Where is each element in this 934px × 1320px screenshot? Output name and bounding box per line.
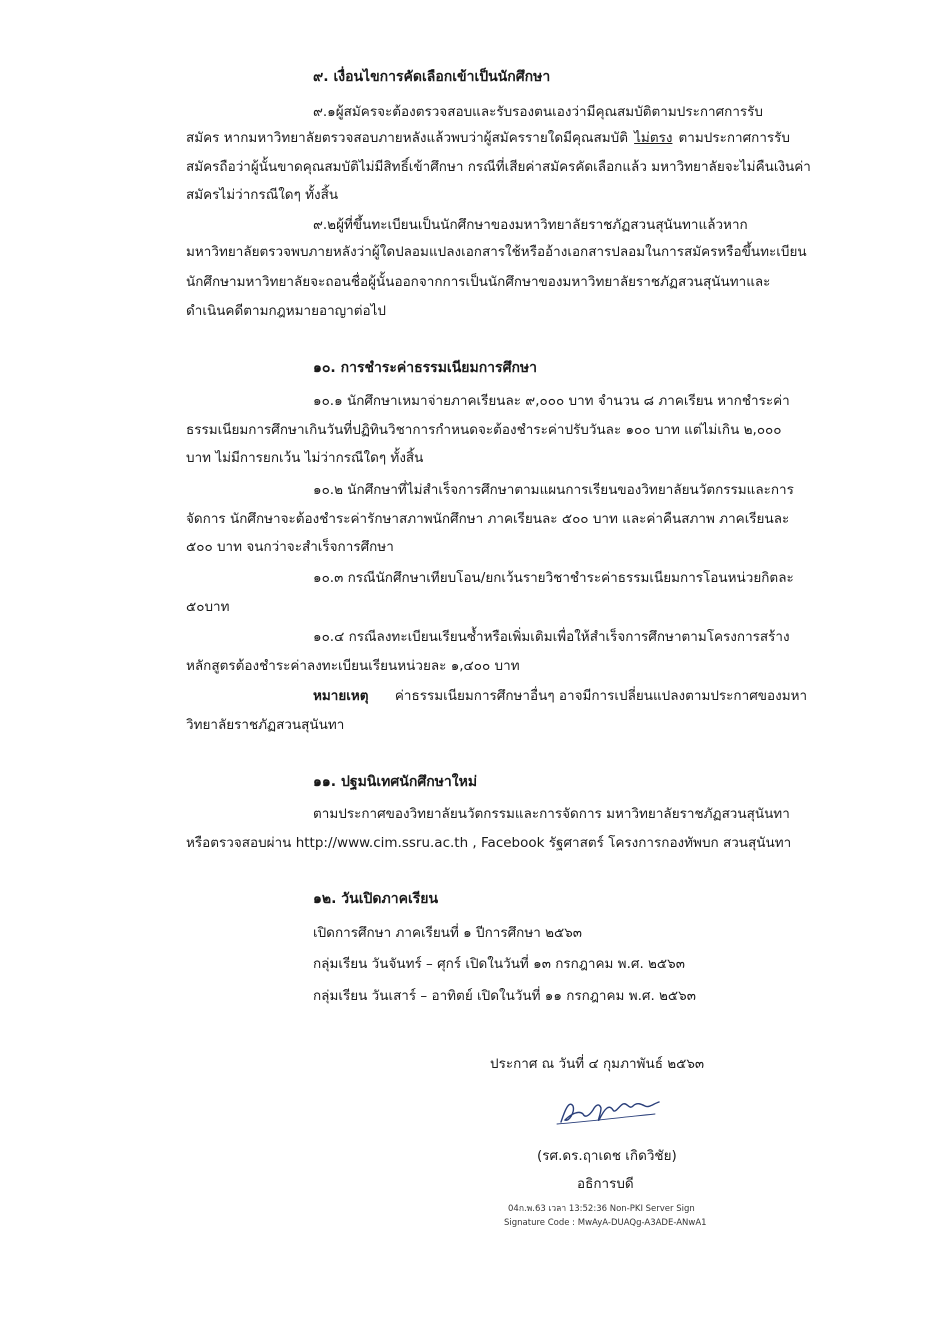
sec9-p1-line1: ๙.๑ผู้สมัครจะต้องตรวจสอบและรับรองตนเองว่ามีคุณสมบัติตามประกาศการรับ bbox=[313, 104, 763, 120]
signature-image bbox=[555, 1092, 665, 1132]
sec12-line3: กลุ่มเรียน วันเสาร์ – อาทิตย์ เปิดในวันที่ ๑๑ กรกฎาคม พ.ศ. ๒๕๖๓ bbox=[313, 988, 696, 1004]
sec12-line2: กลุ่มเรียน วันจันทร์ – ศุกร์ เปิดในวันที่ ๑๓ กรกฎาคม พ.ศ. ๒๕๖๓ bbox=[313, 956, 685, 972]
sec9-p2-line1: ๙.๒ผู้ที่ขึ้นทะเบียนเป็นนักศึกษาของมหาวิทยาลัยราชภัฏสวนสุนันทาแล้วหาก bbox=[313, 217, 748, 233]
section-12-heading: ๑๒. วันเปิดภาคเรียน bbox=[313, 891, 439, 907]
sec10-p4-line1: ๑๐.๔ กรณีลงทะเบียนเรียนซ้ำหรือเพิ่มเติมเพื่อให้สำเร็จการศึกษาตามโครงการสร้าง bbox=[313, 629, 790, 645]
announcement-date: ประกาศ ณ วันที่ ๔ กุมภาพันธ์ ๒๕๖๓ bbox=[490, 1056, 705, 1072]
sec11-line1: ตามประกาศของวิทยาลัยนวัตกรรมและการจัดการ มหาวิทยาลัยราชภัฏสวนสุนันทา bbox=[313, 806, 790, 822]
sec9-p2-line3: นักศึกษามหาวิทยาลัยจะถอนชื่อผู้นั้นออกจากการเป็นนักศึกษาของมหาวิทยาลัยราชภัฏสวนสุนันทาและ bbox=[186, 274, 771, 290]
sec10-p4-line2: หลักสูตรต้องชำระค่าลงทะเบียนเรียนหน่วยละ ๑,๔๐๐ บาท bbox=[186, 658, 520, 674]
sec9-p1-line2 bbox=[186, 126, 790, 148]
signer-title: อธิการบดี bbox=[577, 1176, 634, 1192]
signer-name: (รศ.ดร.ฤาเดช เกิดวิชัย) bbox=[537, 1148, 677, 1164]
sec10-p3-line1: ๑๐.๓ กรณีนักศึกษาเทียบโอน/ยกเว้นรายวิชาชำระค่าธรรมเนียมการโอนหน่วยกิตละ bbox=[313, 570, 794, 586]
sec10-p2-line3: ๕๐๐ บาท จนกว่าจะสำเร็จการศึกษา bbox=[186, 539, 394, 555]
sec10-p1-line1: ๑๐.๑ นักศึกษาเหมาจ่ายภาคเรียนละ ๙,๐๐๐ บาท จำนวน ๘ ภาคเรียน หากชำระค่า bbox=[313, 393, 790, 409]
sec9-p1-line2-a: สมัคร หากมหาวิทยาลัยตรวจสอบภายหลังแล้วพบว่าผู้สมัครรายใดมีคุณสมบัติ bbox=[186, 130, 629, 146]
note-line2: วิทยาลัยราชภัฏสวนสุนันทา bbox=[186, 717, 345, 733]
section-10-heading: ๑๐. การชำระค่าธรรมเนียมการศึกษา bbox=[313, 360, 538, 376]
sec9-p2-line4: ดำเนินคดีตามกฎหมายอาญาต่อไป bbox=[186, 303, 386, 319]
note-text: ค่าธรรมเนียมการศึกษาอื่นๆ อาจมีการเปลี่ยนแปลงตามประกาศของมหา bbox=[394, 688, 808, 704]
sec10-p1-line2: ธรรมเนียมการศึกษาเกินวันที่ปฏิทินวิชาการกำหนดจะต้องชำระค่าปรับวันละ ๑๐๐ บาท แต่ไม่เกิน ๒,๐๐๐ bbox=[186, 422, 782, 438]
sec9-p2-line2: มหาวิทยาลัยตรวจพบภายหลังว่าผู้ใดปลอมแปลงเอกสารใช้หรืออ้างเอกสารปลอมในการสมัครหรือขึ้นทะเบียน bbox=[186, 244, 807, 260]
section-11-heading: ๑๑. ปฐมนิเทศนักศึกษาใหม่ bbox=[313, 774, 478, 790]
note-line1 bbox=[313, 684, 807, 706]
sec10-p2-line1: ๑๐.๒ นักศึกษาที่ไม่สำเร็จการศึกษาตามแผนการเรียนของวิทยาลัยนวัตกรรมและการ bbox=[313, 482, 794, 498]
note-label: หมายเหตุ bbox=[313, 688, 369, 704]
sec11-line2: หรือตรวจสอบผ่าน http://www.cim.ssru.ac.th , Facebook รัฐศาสตร์ โครงการกองทัพบก สวนสุนันทา bbox=[186, 835, 792, 851]
sec9-p1-line4: สมัครไม่ว่ากรณีใดๆ ทั้งสิ้น bbox=[186, 187, 339, 203]
sec10-p3-line2: ๕๐บาท bbox=[186, 599, 230, 615]
signature-code: Signature Code : MwAyA-DUAQg-A3ADE-ANwA1 bbox=[504, 1218, 707, 1228]
sec10-p1-line3: บาท ไม่มีการยกเว้น ไม่ว่ากรณีใดๆ ทั้งสิ้น bbox=[186, 450, 424, 466]
sign-timestamp: 04ก.พ.63 เวลา 13:52:36 Non-PKI Server Sign bbox=[508, 1204, 695, 1214]
sec9-p1-line3: สมัครถือว่าผู้นั้นขาดคุณสมบัติไม่มีสิทธิ์เข้าศึกษา กรณีที่เสียค่าสมัครคัดเลือกแล้ว มหาวิทยาลัยจะไม่คืนเงินค่า bbox=[186, 159, 811, 175]
sec12-line1: เปิดการศึกษา ภาคเรียนที่ ๑ ปีการศึกษา ๒๕๖๓ bbox=[313, 925, 583, 941]
sec10-p2-line2: จัดการ นักศึกษาจะต้องชำระค่ารักษาสภาพนักศึกษา ภาคเรียนละ ๕๐๐ บาท และค่าคืนสภาพ ภาคเรียนละ bbox=[186, 511, 790, 527]
section-9-heading: ๙. เงื่อนไขการคัดเลือกเข้าเป็นนักศึกษา bbox=[313, 69, 551, 85]
sec9-p1-line2-c: ตามประกาศการรับ bbox=[678, 130, 790, 146]
not-match-text: ไม่ตรง bbox=[634, 130, 673, 146]
